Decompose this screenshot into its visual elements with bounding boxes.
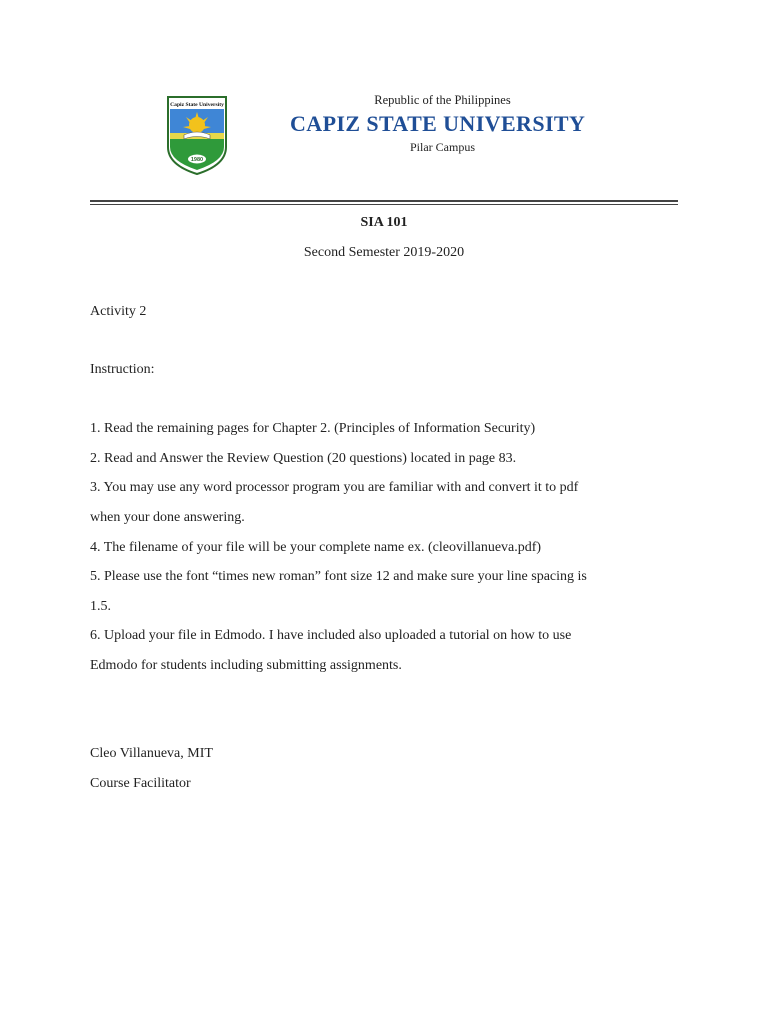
instruction-line: 1. Read the remaining pages for Chapter 2. (Principles of Information Security) — [90, 421, 536, 436]
instruction-heading: Instruction: — [90, 362, 155, 377]
svg-text:Capiz State University: Capiz State University — [170, 102, 224, 108]
instruction-line: 6. Upload your file in Edmodo. I have included also uploaded a tutorial on how to use — [90, 628, 572, 643]
svg-text:1980: 1980 — [190, 157, 204, 163]
header-divider-thin — [90, 204, 678, 205]
instruction-line: when your done answering. — [90, 510, 245, 525]
instruction-line: 4. The filename of your file will be your complete name ex. (cleovillanueva.pdf) — [90, 540, 542, 555]
instruction-line: 5. Please use the font “times new roman” font size 12 and make sure your line spacing is — [90, 569, 587, 584]
instruction-line: 3. You may use any word processor program you are familiar with and convert it to pdf — [90, 480, 579, 495]
instruction-line: Edmodo for students including submitting assignments. — [90, 658, 402, 673]
signature-name: Cleo Villanueva, MIT — [90, 746, 213, 761]
semester-label: Second Semester 2019-2020 — [303, 245, 465, 260]
republic-heading: Republic of the Philippines — [374, 93, 511, 107]
university-name: CAPIZ STATE UNIVERSITY — [290, 111, 586, 136]
instruction-line: 2. Read and Answer the Review Question (20 questions) located in page 83. — [90, 451, 517, 466]
campus-name: Pilar Campus — [410, 140, 475, 154]
header-divider-thick — [90, 200, 678, 202]
university-seal-logo — [166, 95, 228, 175]
course-code: SIA 101 — [360, 215, 408, 230]
instruction-line: 1.5. — [90, 599, 111, 614]
signature-title: Course Facilitator — [90, 776, 191, 791]
activity-title: Activity 2 — [90, 304, 147, 319]
